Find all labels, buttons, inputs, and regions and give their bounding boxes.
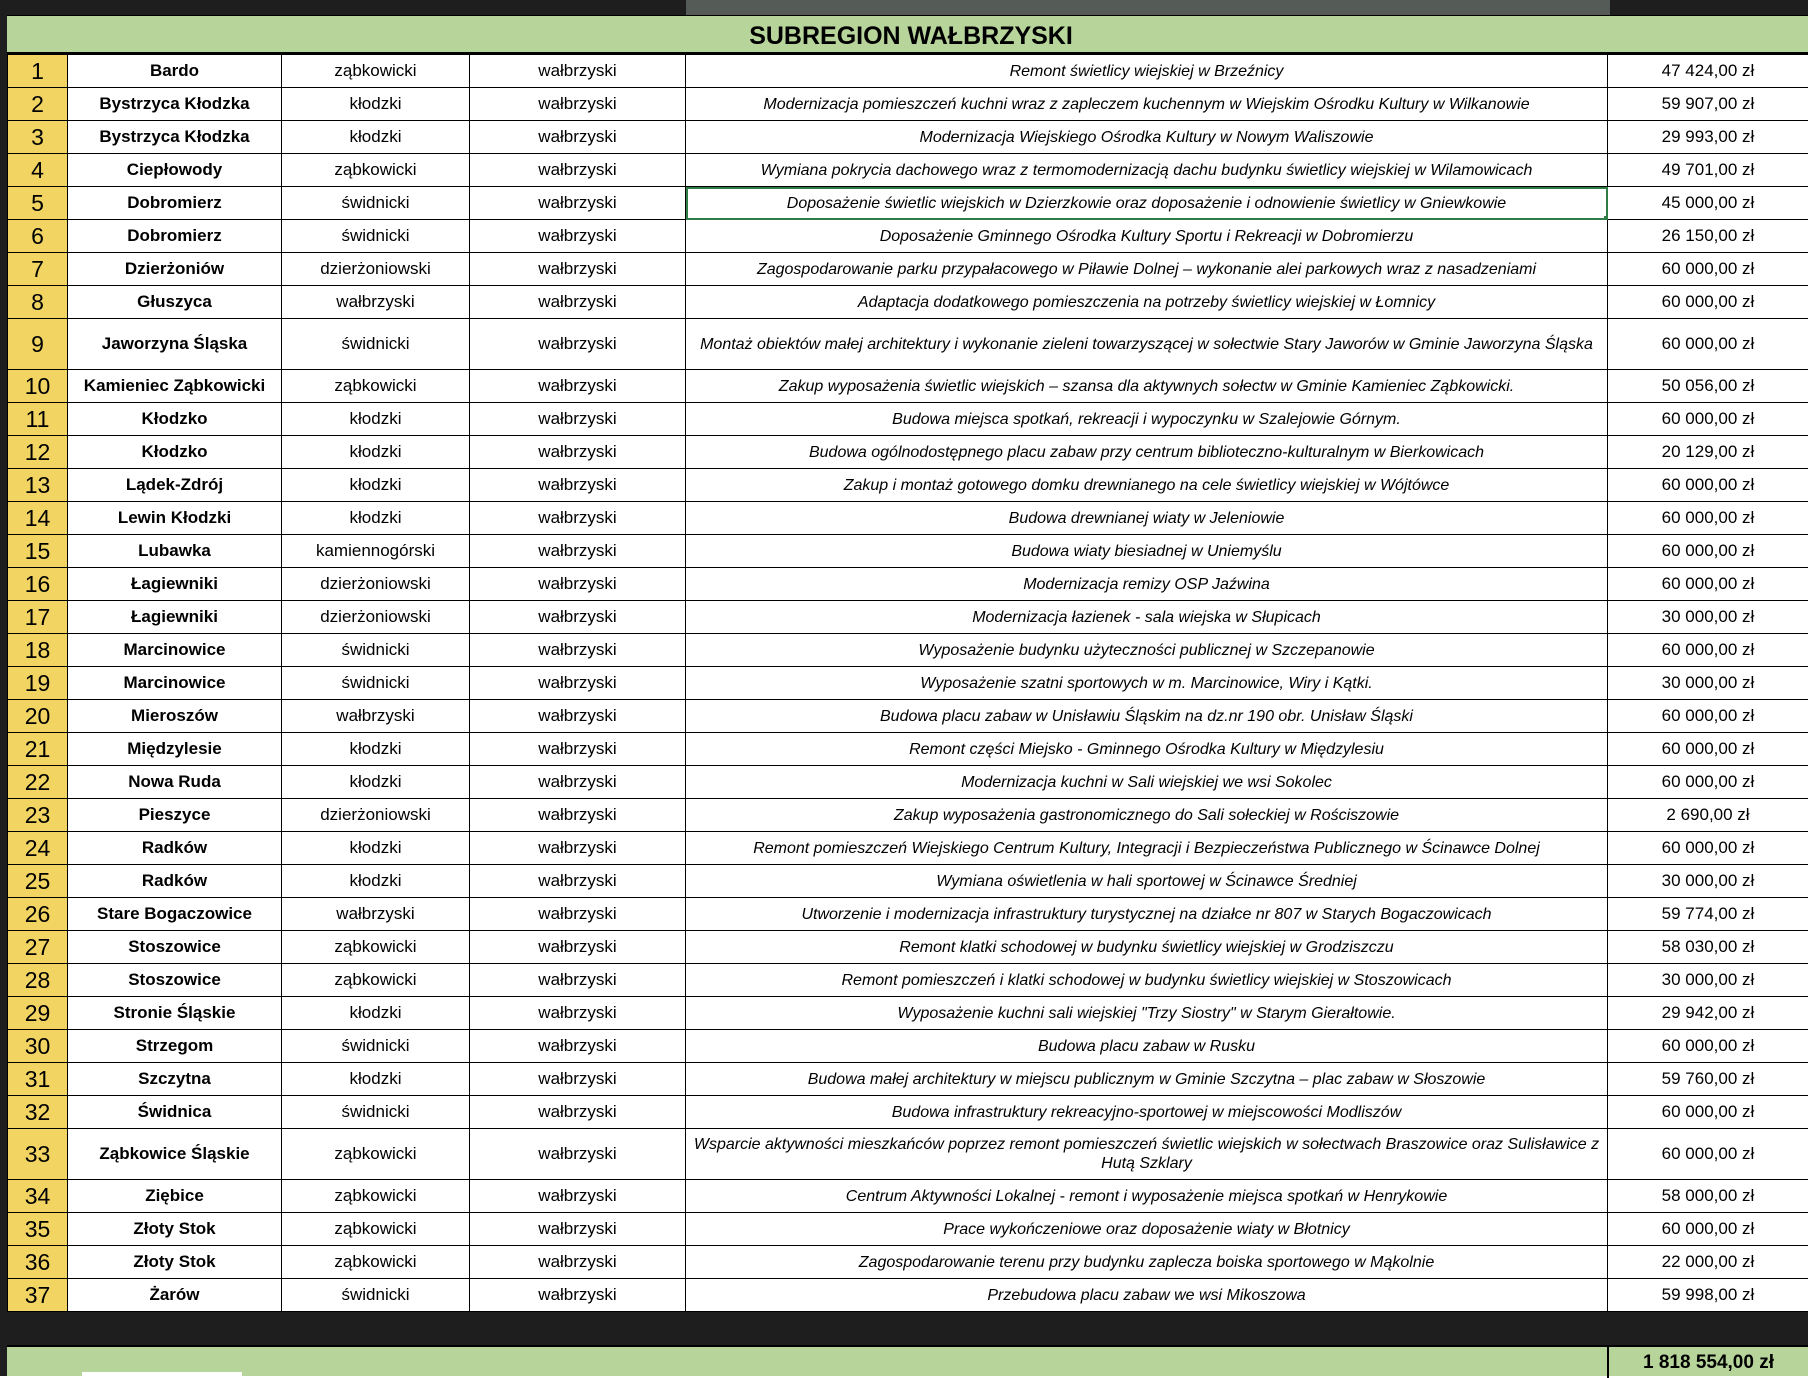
subregion-cell[interactable]: wałbrzyski xyxy=(470,1180,686,1213)
project-title-cell[interactable]: Adaptacja dodatkowego pomieszczenia na potrzeby świetlicy wiejskiej w Łomnicy xyxy=(686,286,1608,319)
gmina-cell[interactable]: Dzierżoniów xyxy=(68,253,282,286)
project-title-cell[interactable]: Wymiana oświetlenia w hali sportowej w Ścinawce Średniej xyxy=(686,865,1608,898)
row-number-cell[interactable]: 2 xyxy=(8,88,68,121)
subregion-cell[interactable]: wałbrzyski xyxy=(470,121,686,154)
powiat-cell[interactable]: kłodzki xyxy=(282,1063,470,1096)
gmina-cell[interactable]: Jaworzyna Śląska xyxy=(68,319,282,370)
row-number-cell[interactable]: 30 xyxy=(8,1030,68,1063)
row-number-cell[interactable]: 29 xyxy=(8,997,68,1030)
amount-cell[interactable]: 59 907,00 zł xyxy=(1608,88,1808,121)
amount-cell[interactable]: 30 000,00 zł xyxy=(1608,601,1808,634)
amount-cell[interactable]: 22 000,00 zł xyxy=(1608,1246,1808,1279)
amount-cell[interactable]: 2 690,00 zł xyxy=(1608,799,1808,832)
row-number-cell[interactable]: 24 xyxy=(8,832,68,865)
amount-cell[interactable]: 29 942,00 zł xyxy=(1608,997,1808,1030)
amount-cell[interactable]: 60 000,00 zł xyxy=(1608,319,1808,370)
project-title-cell[interactable]: Budowa placu zabaw w Unisławiu Śląskim na dz.nr 190 obr. Unisław Śląski xyxy=(686,700,1608,733)
row-number-cell[interactable]: 6 xyxy=(8,220,68,253)
powiat-cell[interactable]: świdnicki xyxy=(282,220,470,253)
powiat-cell[interactable]: świdnicki xyxy=(282,667,470,700)
subregion-cell[interactable]: wałbrzyski xyxy=(470,535,686,568)
project-title-cell[interactable]: Prace wykończeniowe oraz doposażenie wiaty w Błotnicy xyxy=(686,1213,1608,1246)
gmina-cell[interactable]: Żarów xyxy=(68,1279,282,1312)
amount-cell[interactable]: 60 000,00 zł xyxy=(1608,253,1808,286)
powiat-cell[interactable]: dzierżoniowski xyxy=(282,799,470,832)
project-title-cell[interactable]: Remont pomieszczeń Wiejskiego Centrum Kultury, Integracji i Bezpieczeństwa Publicznego w Ścinawce Dolnej xyxy=(686,832,1608,865)
project-title-cell[interactable]: Budowa drewnianej wiaty w Jeleniowie xyxy=(686,502,1608,535)
table-row xyxy=(8,1030,1808,1063)
row-number-cell[interactable]: 21 xyxy=(8,733,68,766)
amount-cell[interactable]: 59 774,00 zł xyxy=(1608,898,1808,931)
table-row xyxy=(8,700,1808,733)
powiat-cell[interactable]: ząbkowicki xyxy=(282,370,470,403)
project-title-cell[interactable]: Przebudowa placu zabaw we wsi Mikoszowa xyxy=(686,1279,1608,1312)
powiat-cell[interactable]: kłodzki xyxy=(282,469,470,502)
project-title-cell[interactable]: Remont świetlicy wiejskiej w Brzeźnicy xyxy=(686,55,1608,88)
gmina-cell[interactable]: Lubawka xyxy=(68,535,282,568)
table-row xyxy=(8,502,1808,535)
table-row xyxy=(8,1213,1808,1246)
powiat-cell[interactable]: świdnicki xyxy=(282,1279,470,1312)
powiat-cell[interactable]: kamiennogórski xyxy=(282,535,470,568)
gmina-cell[interactable]: Kłodzko xyxy=(68,403,282,436)
subregion-cell[interactable]: wałbrzyski xyxy=(470,253,686,286)
subregion-cell[interactable]: wałbrzyski xyxy=(470,1246,686,1279)
gmina-cell[interactable]: Międzylesie xyxy=(68,733,282,766)
table-row xyxy=(8,1180,1808,1213)
gmina-cell[interactable]: Ząbkowice Śląskie xyxy=(68,1129,282,1180)
amount-cell[interactable]: 60 000,00 zł xyxy=(1608,1213,1808,1246)
subregion-header-row[interactable] xyxy=(7,15,1808,54)
powiat-cell[interactable]: kłodzki xyxy=(282,88,470,121)
row-number-cell[interactable]: 18 xyxy=(8,634,68,667)
table-row xyxy=(8,220,1808,253)
gmina-cell[interactable]: Pieszyce xyxy=(68,799,282,832)
row-number-cell[interactable]: 4 xyxy=(8,154,68,187)
subregion-cell[interactable]: wałbrzyski xyxy=(470,88,686,121)
gmina-cell[interactable]: Mieroszów xyxy=(68,700,282,733)
subregion-cell[interactable]: wałbrzyski xyxy=(470,931,686,964)
gmina-cell[interactable]: Strzegom xyxy=(68,1030,282,1063)
gmina-cell[interactable]: Łagiewniki xyxy=(68,568,282,601)
project-title-cell[interactable]: Zakup wyposażenia świetlic wiejskich – szansa dla aktywnych sołectw w Gminie Kamieniec Ząbkowicki. xyxy=(686,370,1608,403)
amount-cell[interactable]: 20 129,00 zł xyxy=(1608,436,1808,469)
amount-cell[interactable]: 59 760,00 zł xyxy=(1608,1063,1808,1096)
selected-column-header[interactable] xyxy=(686,0,1610,15)
powiat-cell[interactable]: kłodzki xyxy=(282,121,470,154)
row-number-cell[interactable]: 36 xyxy=(8,1246,68,1279)
subregion-cell[interactable]: wałbrzyski xyxy=(470,55,686,88)
amount-cell[interactable]: 59 998,00 zł xyxy=(1608,1279,1808,1312)
gmina-cell[interactable]: Stronie Śląskie xyxy=(68,997,282,1030)
row-number-cell[interactable]: 32 xyxy=(8,1096,68,1129)
table-row xyxy=(8,253,1808,286)
row-number-cell[interactable]: 20 xyxy=(8,700,68,733)
subregion-cell[interactable]: wałbrzyski xyxy=(470,469,686,502)
table-row xyxy=(8,634,1808,667)
selected-project-cell[interactable]: Doposażenie świetlic wiejskich w Dzierzkowie oraz doposażenie i odnowienie świetlicy w Gniewkowie xyxy=(686,187,1608,220)
row-number-cell[interactable]: 11 xyxy=(8,403,68,436)
powiat-cell[interactable]: świdnicki xyxy=(282,634,470,667)
gmina-cell[interactable]: Radków xyxy=(68,832,282,865)
amount-cell[interactable]: 30 000,00 zł xyxy=(1608,667,1808,700)
powiat-cell[interactable]: ząbkowicki xyxy=(282,154,470,187)
project-title-cell[interactable]: Budowa placu zabaw w Rusku xyxy=(686,1030,1608,1063)
amount-cell[interactable]: 60 000,00 zł xyxy=(1608,502,1808,535)
subregion-cell[interactable]: wałbrzyski xyxy=(470,370,686,403)
subregion-cell[interactable]: wałbrzyski xyxy=(470,733,686,766)
powiat-cell[interactable]: kłodzki xyxy=(282,832,470,865)
amount-cell[interactable]: 60 000,00 zł xyxy=(1608,1096,1808,1129)
gmina-cell[interactable]: Złoty Stok xyxy=(68,1213,282,1246)
powiat-cell[interactable]: kłodzki xyxy=(282,766,470,799)
project-title-cell[interactable]: Budowa wiaty biesiadnej w Uniemyślu xyxy=(686,535,1608,568)
table-row xyxy=(8,370,1808,403)
project-title-cell[interactable]: Zagospodarowanie terenu przy budynku zaplecza boiska sportowego w Mąkolnie xyxy=(686,1246,1608,1279)
powiat-cell[interactable]: dzierżoniowski xyxy=(282,253,470,286)
subregion-cell[interactable]: wałbrzyski xyxy=(470,436,686,469)
row-number-cell[interactable]: 8 xyxy=(8,286,68,319)
project-title-cell[interactable]: Modernizacja łazienek - sala wiejska w Słupicach xyxy=(686,601,1608,634)
gmina-cell[interactable]: Szczytna xyxy=(68,1063,282,1096)
subregion-cell[interactable]: wałbrzyski xyxy=(470,964,686,997)
project-title-cell[interactable]: Budowa infrastruktury rekreacyjno-sportowej w miejscowości Modliszów xyxy=(686,1096,1608,1129)
table-row xyxy=(8,55,1808,88)
table-row xyxy=(8,832,1808,865)
amount-cell[interactable]: 30 000,00 zł xyxy=(1608,865,1808,898)
table-row xyxy=(8,1246,1808,1279)
amount-cell[interactable]: 60 000,00 zł xyxy=(1608,1129,1808,1180)
amount-cell[interactable]: 45 000,00 zł xyxy=(1608,187,1808,220)
row-number-cell[interactable]: 28 xyxy=(8,964,68,997)
subregion-cell[interactable]: wałbrzyski xyxy=(470,319,686,370)
project-title-cell[interactable]: Modernizacja Wiejskiego Ośrodka Kultury w Nowym Waliszowie xyxy=(686,121,1608,154)
amount-cell[interactable]: 26 150,00 zł xyxy=(1608,220,1808,253)
powiat-cell[interactable]: świdnicki xyxy=(282,319,470,370)
powiat-cell[interactable]: świdnicki xyxy=(282,1096,470,1129)
table-row xyxy=(8,1096,1808,1129)
gmina-cell[interactable]: Marcinowice xyxy=(68,634,282,667)
project-title-cell[interactable]: Wyposażenie szatni sportowych w m. Marcinowice, Wiry i Kątki. xyxy=(686,667,1608,700)
powiat-cell[interactable]: dzierżoniowski xyxy=(282,601,470,634)
row-number-cell[interactable]: 5 xyxy=(8,187,68,220)
amount-cell[interactable]: 49 701,00 zł xyxy=(1608,154,1808,187)
row-number-cell[interactable]: 27 xyxy=(8,931,68,964)
subregion-cell[interactable]: wałbrzyski xyxy=(470,1063,686,1096)
gmina-cell[interactable]: Lewin Kłodzki xyxy=(68,502,282,535)
row-number-cell[interactable]: 14 xyxy=(8,502,68,535)
table-row xyxy=(8,964,1808,997)
powiat-cell[interactable]: ząbkowicki xyxy=(282,1129,470,1180)
table-row xyxy=(8,766,1808,799)
subregion-title: SUBREGION WAŁBRZYSKI xyxy=(691,22,1131,51)
powiat-cell[interactable]: wałbrzyski xyxy=(282,286,470,319)
row-number-cell[interactable]: 26 xyxy=(8,898,68,931)
project-title-cell[interactable]: Remont części Miejsko - Gminnego Ośrodka Kultury w Międzylesiu xyxy=(686,733,1608,766)
row-number-cell[interactable]: 19 xyxy=(8,667,68,700)
row-number-cell[interactable]: 13 xyxy=(8,469,68,502)
project-title-cell[interactable]: Zagospodarowanie parku przypałacowego w Piławie Dolnej – wykonanie alei parkowych wraz z nasadzeniami xyxy=(686,253,1608,286)
subregion-cell[interactable]: wałbrzyski xyxy=(470,865,686,898)
subregion-cell[interactable]: wałbrzyski xyxy=(470,403,686,436)
subregion-cell[interactable]: wałbrzyski xyxy=(470,997,686,1030)
table-row xyxy=(8,286,1808,319)
table-row xyxy=(8,931,1808,964)
row-number-cell[interactable]: 23 xyxy=(8,799,68,832)
amount-cell[interactable]: 30 000,00 zł xyxy=(1608,964,1808,997)
subregion-cell[interactable]: wałbrzyski xyxy=(470,700,686,733)
amount-cell[interactable]: 47 424,00 zł xyxy=(1608,55,1808,88)
row-number-cell[interactable]: 9 xyxy=(8,319,68,370)
project-title-cell[interactable]: Modernizacja pomieszczeń kuchni wraz z zapleczem kuchennym w Wiejskim Ośrodku Kultury w Wilkanowie xyxy=(686,88,1608,121)
subregion-cell[interactable]: wałbrzyski xyxy=(470,799,686,832)
amount-cell[interactable]: 60 000,00 zł xyxy=(1608,634,1808,667)
row-number-cell[interactable]: 7 xyxy=(8,253,68,286)
amount-cell[interactable]: 58 030,00 zł xyxy=(1608,931,1808,964)
table-row xyxy=(8,88,1808,121)
project-title-cell[interactable]: Budowa miejsca spotkań, rekreacji i wypoczynku w Szalejowie Górnym. xyxy=(686,403,1608,436)
amount-cell[interactable]: 60 000,00 zł xyxy=(1608,832,1808,865)
powiat-cell[interactable]: świdnicki xyxy=(282,187,470,220)
project-title-cell[interactable]: Wymiana pokrycia dachowego wraz z termomodernizacją dachu budynku świetlicy wiejskiej w Wilamowicach xyxy=(686,154,1608,187)
table-row xyxy=(8,319,1808,370)
table-row xyxy=(8,667,1808,700)
column-header-strip xyxy=(0,0,686,15)
powiat-cell[interactable]: ząbkowicki xyxy=(282,1246,470,1279)
powiat-cell[interactable]: wałbrzyski xyxy=(282,700,470,733)
amount-cell[interactable]: 50 056,00 zł xyxy=(1608,370,1808,403)
table-row xyxy=(8,535,1808,568)
row-number-cell[interactable]: 35 xyxy=(8,1213,68,1246)
subregion-cell[interactable]: wałbrzyski xyxy=(470,766,686,799)
table-row xyxy=(8,403,1808,436)
table-row xyxy=(8,121,1808,154)
powiat-cell[interactable]: ząbkowicki xyxy=(282,931,470,964)
gmina-cell[interactable]: Ciepłowody xyxy=(68,154,282,187)
amount-cell[interactable]: 60 000,00 zł xyxy=(1608,286,1808,319)
row-number-cell[interactable]: 17 xyxy=(8,601,68,634)
subregion-cell[interactable]: wałbrzyski xyxy=(470,1213,686,1246)
subregion-cell[interactable]: wałbrzyski xyxy=(470,154,686,187)
project-title-cell[interactable]: Modernizacja remizy OSP Jaźwina xyxy=(686,568,1608,601)
project-title-cell[interactable]: Zakup wyposażenia gastronomicznego do Sali sołeckiej w Rościszowie xyxy=(686,799,1608,832)
gmina-cell[interactable]: Bystrzyca Kłodzka xyxy=(68,88,282,121)
project-title-cell[interactable]: Wyposażenie budynku użyteczności publicznej w Szczepanowie xyxy=(686,634,1608,667)
row-number-cell[interactable]: 31 xyxy=(8,1063,68,1096)
amount-cell[interactable]: 60 000,00 zł xyxy=(1608,766,1808,799)
gmina-cell[interactable]: Kłodzko xyxy=(68,436,282,469)
gmina-cell[interactable]: Stoszowice xyxy=(68,964,282,997)
powiat-cell[interactable]: kłodzki xyxy=(282,436,470,469)
table-row xyxy=(8,568,1808,601)
project-title-cell[interactable]: Centrum Aktywności Lokalnej - remont i wyposażenie miejsca spotkań w Henrykowie xyxy=(686,1180,1608,1213)
amount-cell[interactable]: 60 000,00 zł xyxy=(1608,700,1808,733)
total-row[interactable] xyxy=(7,1345,1808,1376)
subregion-cell[interactable]: wałbrzyski xyxy=(470,1279,686,1312)
gmina-cell[interactable]: Dobromierz xyxy=(68,187,282,220)
row-number-cell[interactable]: 25 xyxy=(8,865,68,898)
project-title-cell[interactable]: Wsparcie aktywności mieszkańców poprzez remont pomieszczeń świetlic wiejskich w sołectwach Braszowice oraz Sulisławice z Hutą Szklary xyxy=(686,1129,1608,1180)
row-number-cell[interactable]: 12 xyxy=(8,436,68,469)
row-number-cell[interactable]: 22 xyxy=(8,766,68,799)
powiat-cell[interactable]: ząbkowicki xyxy=(282,55,470,88)
project-title-cell[interactable]: Doposażenie Gminnego Ośrodka Kultury Sportu i Rekreacji w Dobromierzu xyxy=(686,220,1608,253)
row-number-cell[interactable]: 33 xyxy=(8,1129,68,1180)
table-row xyxy=(8,601,1808,634)
table-row xyxy=(8,997,1808,1030)
gmina-cell[interactable]: Lądek-Zdrój xyxy=(68,469,282,502)
powiat-cell[interactable]: wałbrzyski xyxy=(282,898,470,931)
table-row xyxy=(8,154,1808,187)
project-title-cell[interactable]: Modernizacja kuchni w Sali wiejskiej we wsi Sokolec xyxy=(686,766,1608,799)
table-row xyxy=(8,436,1808,469)
amount-cell[interactable]: 58 000,00 zł xyxy=(1608,1180,1808,1213)
subregion-cell[interactable]: wałbrzyski xyxy=(470,1030,686,1063)
table-row xyxy=(8,865,1808,898)
gmina-cell[interactable]: Bystrzyca Kłodzka xyxy=(68,121,282,154)
amount-cell[interactable]: 60 000,00 zł xyxy=(1608,568,1808,601)
subregion-cell[interactable]: wałbrzyski xyxy=(470,286,686,319)
powiat-cell[interactable]: kłodzki xyxy=(282,997,470,1030)
subregion-cell[interactable]: wałbrzyski xyxy=(470,568,686,601)
project-title-cell[interactable]: Budowa ogólnodostępnego placu zabaw przy centrum biblioteczno-kulturalnym w Bierkowicach xyxy=(686,436,1608,469)
table-row xyxy=(8,799,1808,832)
gmina-cell[interactable]: Ziębice xyxy=(68,1180,282,1213)
gmina-cell[interactable]: Nowa Ruda xyxy=(68,766,282,799)
gmina-cell[interactable]: Stoszowice xyxy=(68,931,282,964)
subregion-cell[interactable]: wałbrzyski xyxy=(470,634,686,667)
powiat-cell[interactable]: ząbkowicki xyxy=(282,1180,470,1213)
table-row xyxy=(8,187,1808,220)
project-title-cell[interactable]: Montaż obiektów małej architektury i wykonanie zieleni towarzyszącej w sołectwie Stary Jaworów w Gminie Jaworzyna Śląska xyxy=(686,319,1608,370)
subregion-cell[interactable]: wałbrzyski xyxy=(470,502,686,535)
gmina-cell[interactable]: Kamieniec Ząbkowicki xyxy=(68,370,282,403)
table-row xyxy=(8,1129,1808,1180)
gmina-cell[interactable]: Radków xyxy=(68,865,282,898)
gmina-cell[interactable]: Świdnica xyxy=(68,1096,282,1129)
project-title-cell[interactable]: Wyposażenie kuchni sali wiejskiej "Trzy Siostry" w Starym Gierałtowie. xyxy=(686,997,1608,1030)
amount-cell[interactable]: 60 000,00 zł xyxy=(1608,1030,1808,1063)
row-number-cell[interactable]: 10 xyxy=(8,370,68,403)
gmina-cell[interactable]: Bardo xyxy=(68,55,282,88)
powiat-cell[interactable]: dzierżoniowski xyxy=(282,568,470,601)
powiat-cell[interactable]: kłodzki xyxy=(282,865,470,898)
total-amount-cell[interactable]: 1 818 554,00 zł xyxy=(1607,1347,1808,1378)
projects-table xyxy=(7,54,1808,1312)
table-row xyxy=(8,898,1808,931)
gmina-cell[interactable]: Marcinowice xyxy=(68,667,282,700)
amount-cell[interactable]: 60 000,00 zł xyxy=(1608,469,1808,502)
powiat-cell[interactable]: kłodzki xyxy=(282,502,470,535)
table-row xyxy=(8,733,1808,766)
row-number-cell[interactable]: 37 xyxy=(8,1279,68,1312)
amount-cell[interactable]: 60 000,00 zł xyxy=(1608,535,1808,568)
sheet-tab-strip xyxy=(82,1372,242,1376)
powiat-cell[interactable]: świdnicki xyxy=(282,1030,470,1063)
amount-cell[interactable]: 60 000,00 zł xyxy=(1608,733,1808,766)
project-title-cell[interactable]: Remont pomieszczeń i klatki schodowej w budynku świetlicy wiejskiej w Stoszowicach xyxy=(686,964,1608,997)
gmina-cell[interactable]: Dobromierz xyxy=(68,220,282,253)
powiat-cell[interactable]: kłodzki xyxy=(282,403,470,436)
subregion-cell[interactable]: wałbrzyski xyxy=(470,601,686,634)
project-title-cell[interactable]: Utworzenie i modernizacja infrastruktury turystycznej na działce nr 807 w Starych Bogaczowicach xyxy=(686,898,1608,931)
gmina-cell[interactable]: Łagiewniki xyxy=(68,601,282,634)
subregion-cell[interactable]: wałbrzyski xyxy=(470,1129,686,1180)
column-header-strip-right xyxy=(1610,0,1808,15)
gmina-cell[interactable]: Głuszyca xyxy=(68,286,282,319)
project-title-cell[interactable]: Remont klatki schodowej w budynku świetlicy wiejskiej w Grodziszczu xyxy=(686,931,1608,964)
powiat-cell[interactable]: ząbkowicki xyxy=(282,1213,470,1246)
table-row xyxy=(8,469,1808,502)
gmina-cell[interactable]: Stare Bogaczowice xyxy=(68,898,282,931)
table-row xyxy=(8,1063,1808,1096)
powiat-cell[interactable]: kłodzki xyxy=(282,733,470,766)
amount-cell[interactable]: 60 000,00 zł xyxy=(1608,403,1808,436)
row-number-cell[interactable]: 3 xyxy=(8,121,68,154)
subregion-cell[interactable]: wałbrzyski xyxy=(470,898,686,931)
amount-cell[interactable]: 29 993,00 zł xyxy=(1608,121,1808,154)
subregion-cell[interactable]: wałbrzyski xyxy=(470,667,686,700)
powiat-cell[interactable]: ząbkowicki xyxy=(282,964,470,997)
project-title-cell[interactable]: Budowa małej architektury w miejscu publicznym w Gminie Szczytna – plac zabaw w Słoszowie xyxy=(686,1063,1608,1096)
project-title-cell[interactable]: Zakup i montaż gotowego domku drewnianego na cele świetlicy wiejskiej w Wójtówce xyxy=(686,469,1608,502)
table-row xyxy=(8,1279,1808,1312)
subregion-cell[interactable]: wałbrzyski xyxy=(470,220,686,253)
row-number-cell[interactable]: 1 xyxy=(8,55,68,88)
subregion-cell[interactable]: wałbrzyski xyxy=(470,832,686,865)
subregion-cell[interactable]: wałbrzyski xyxy=(470,187,686,220)
subregion-cell[interactable]: wałbrzyski xyxy=(470,1096,686,1129)
gmina-cell[interactable]: Złoty Stok xyxy=(68,1246,282,1279)
row-number-cell[interactable]: 34 xyxy=(8,1180,68,1213)
row-number-cell[interactable]: 16 xyxy=(8,568,68,601)
row-number-cell[interactable]: 15 xyxy=(8,535,68,568)
